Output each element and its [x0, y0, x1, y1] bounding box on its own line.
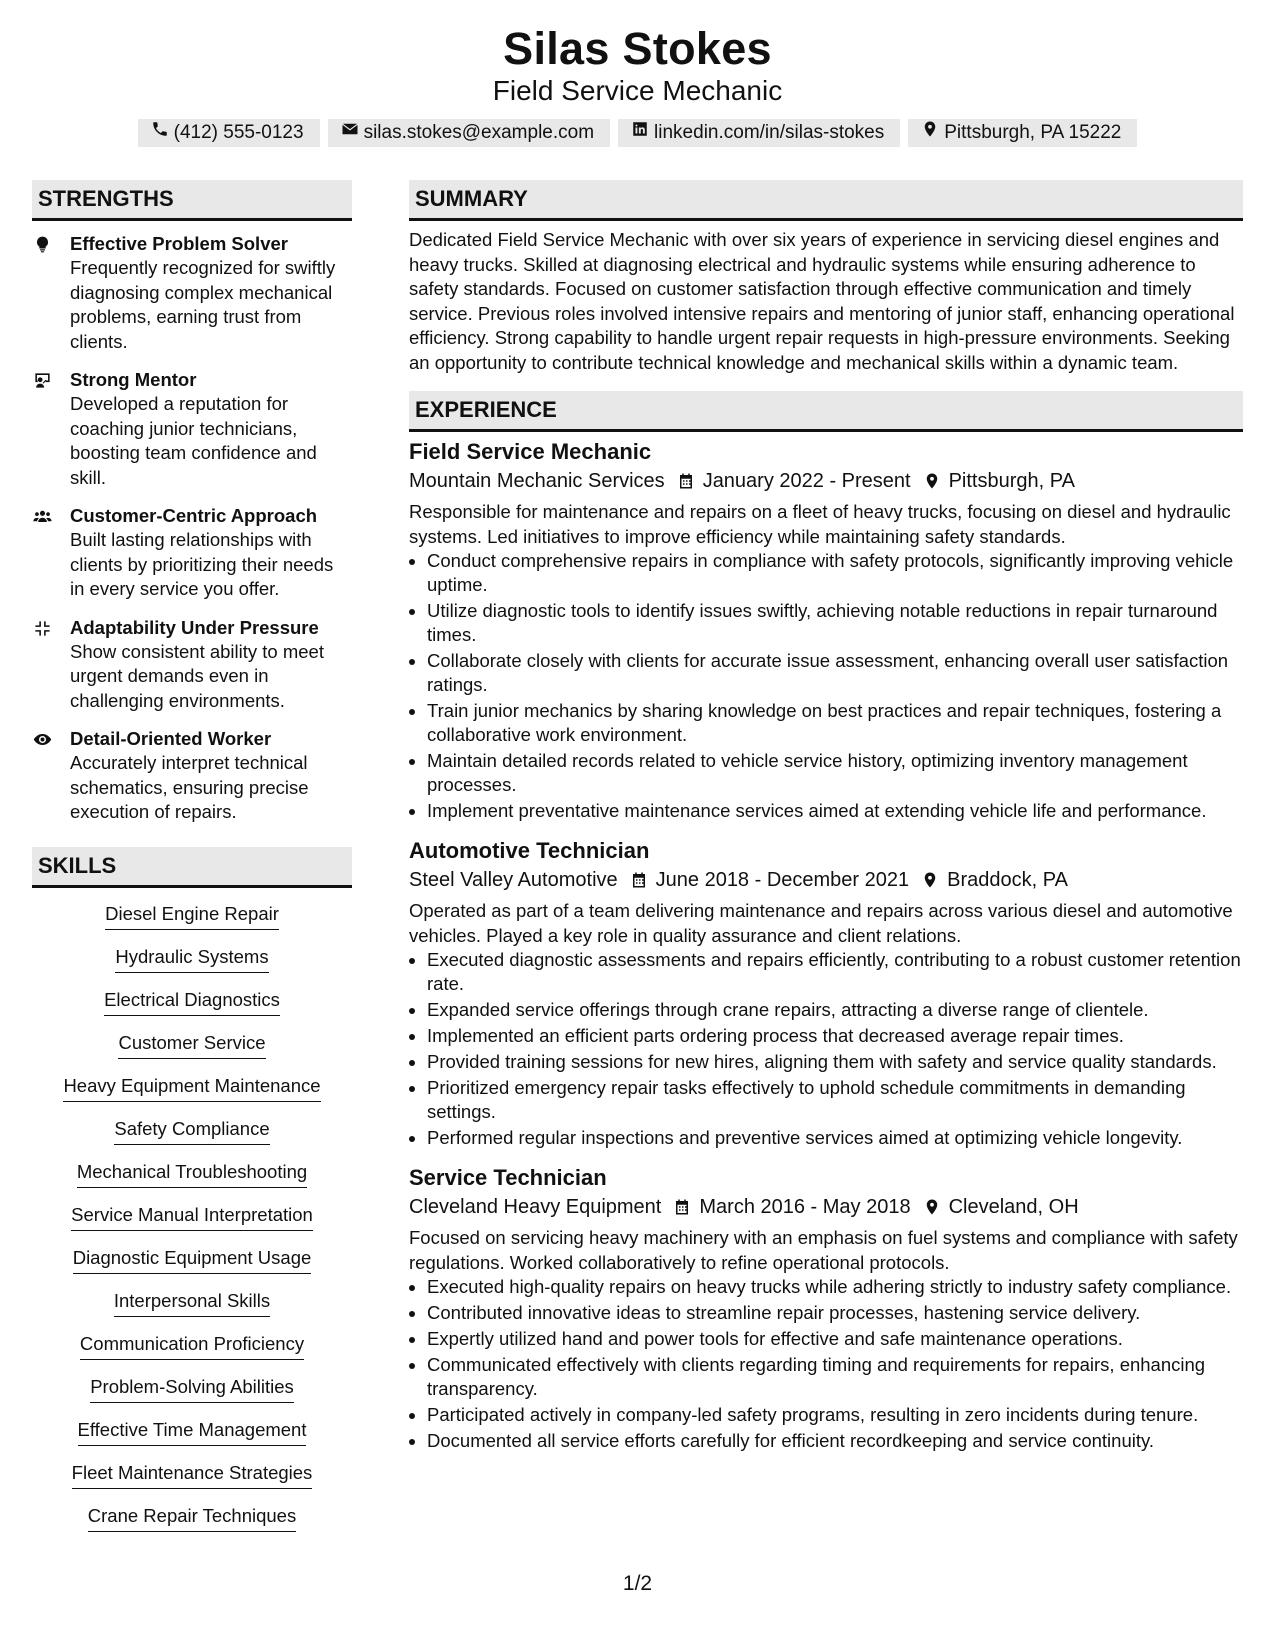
list-item: • Maintain detailed records related to vehicle service history, optimizing inventory management processes. [427, 749, 1243, 797]
skill-item: Hydraulic Systems [115, 945, 268, 973]
skills-heading: SKILLS [32, 847, 352, 888]
page-number: 1/2 [622, 1572, 653, 1595]
job-entry [409, 1164, 1243, 1453]
contact-email-text: silas.stokes@example.com [363, 122, 595, 143]
strength-item [32, 232, 352, 354]
job-meta [409, 1192, 1243, 1222]
job-location: Pittsburgh, PA [948, 470, 1075, 492]
job-dates: January 2022 - Present [702, 470, 911, 492]
skill-item: Diagnostic Equipment Usage [73, 1246, 312, 1274]
list-item: • Provided training sessions for new hires, aligning them with safety and service quality standards. [427, 1050, 1243, 1074]
list-item: • Train junior mechanics by sharing knowledge on best practices and repair techniques, fostering a collaborative work environment. [427, 699, 1243, 747]
summary-text: Dedicated Field Service Mechanic with over six years of experience in servicing diesel engines and heavy trucks. Skilled at diagnosing electrical and hydraulic systems while ensuring adherence to safety standards. Focused on customer satisfaction through effective communication and timely service. Previous roles involved intensive repairs and mentoring of junior staff, enhancing operational efficiency. Strong capability to handle urgent repair requests in high-pressure environments. Seeking an opportunity to contribute technical knowledge and mechanical skills within a dynamic team. [409, 229, 1235, 373]
job-description: Operated as part of a team delivering maintenance and repairs across various diesel and automotive vehicles. Played a key role in quality assurance and client relations. [409, 900, 1233, 946]
list-item: • Executed high-quality repairs on heavy trucks while adhering strictly to industry safety compliance. [427, 1275, 1243, 1299]
job-entry [409, 837, 1243, 1150]
skills-list [32, 902, 352, 1547]
strength-item [32, 727, 352, 825]
skill-item: Interpersonal Skills [114, 1289, 270, 1317]
job-bullets [409, 549, 1243, 823]
job-dates: June 2018 - December 2021 [655, 869, 910, 891]
job-entry [409, 438, 1243, 823]
strengths-list [32, 232, 352, 825]
skills-section [32, 847, 352, 1547]
skill-item: Safety Compliance [114, 1117, 269, 1145]
job-bullets [409, 1275, 1243, 1453]
candidate-role: Field Service Mechanic [492, 75, 783, 106]
skill-item: Mechanical Troubleshooting [77, 1160, 307, 1188]
strength-item [32, 616, 352, 714]
contact-phone[interactable] [138, 119, 320, 147]
map-marker-icon [921, 119, 939, 147]
left-column [32, 180, 352, 1547]
job-description: Focused on servicing heavy machinery with an emphasis on fuel systems and compliance with safety regulations. Worked collaboratively to refine operational protocols. [409, 1227, 1238, 1273]
calendar-icon [630, 871, 648, 889]
strength-desc: Accurately interpret technical schematics, ensuring precise execution of repairs. [70, 752, 309, 822]
skill-item: Electrical Diagnostics [104, 988, 280, 1016]
strength-title: Effective Problem Solver [70, 233, 288, 254]
job-description: Responsible for maintenance and repairs on a fleet of heavy trucks, focusing on diesel and hydraulic systems. Led initiatives to improve efficiency while maintaining safety standards. [409, 501, 1231, 547]
contact-phone-text: (412) 555-0123 [173, 122, 304, 143]
list-item: • Implement preventative maintenance services aimed at extending vehicle life and performance. [427, 799, 1243, 823]
experience-heading: EXPERIENCE [409, 391, 1243, 432]
list-item: • Performed regular inspections and preventive services aimed at optimizing vehicle longevity. [427, 1126, 1243, 1150]
job-location: Cleveland, OH [948, 1196, 1079, 1218]
skill-item: Heavy Equipment Maintenance [63, 1074, 320, 1102]
strength-desc: Built lasting relationships with clients by prioritizing their needs in every service you offer. [70, 529, 334, 599]
skill-item: Crane Repair Techniques [88, 1504, 296, 1532]
list-item: • Contributed innovative ideas to streamline repair processes, hastening service delivery. [427, 1301, 1243, 1325]
compress-icon [32, 616, 70, 714]
contact-linkedin[interactable] [618, 119, 900, 147]
list-item: • Expanded service offerings through crane repairs, attracting a diverse range of clientele. [427, 998, 1243, 1022]
job-title: Automotive Technician [409, 838, 650, 863]
linkedin-icon [631, 119, 649, 147]
calendar-icon [673, 1198, 691, 1216]
contact-bar [0, 119, 1275, 147]
list-item: • Utilize diagnostic tools to identify issues swiftly, achieving notable reductions in repair turnaround times. [427, 599, 1243, 647]
job-title: Field Service Mechanic [409, 439, 652, 464]
map-marker-icon [923, 472, 941, 490]
strength-title: Customer-Centric Approach [70, 505, 318, 526]
list-item: • Implemented an efficient parts ordering process that decreased average repair times. [427, 1024, 1243, 1048]
job-meta [409, 865, 1243, 895]
skill-item: Communication Proficiency [80, 1332, 304, 1360]
eye-icon [32, 727, 70, 825]
strengths-heading: STRENGTHS [32, 180, 352, 221]
contact-email[interactable] [328, 119, 610, 147]
teacher-icon [32, 368, 70, 490]
list-item: • Conduct comprehensive repairs in compliance with safety protocols, significantly improving vehicle uptime. [427, 549, 1243, 597]
job-company: Steel Valley Automotive [409, 869, 618, 891]
job-location: Braddock, PA [947, 869, 1068, 891]
skill-item: Service Manual Interpretation [71, 1203, 313, 1231]
job-dates: March 2016 - May 2018 [699, 1196, 911, 1218]
strength-item [32, 368, 352, 490]
phone-icon [151, 119, 169, 147]
list-item: • Communicated effectively with clients regarding timing and requirements for repairs, enhancing transparency. [427, 1353, 1243, 1401]
lightbulb-icon [32, 232, 70, 354]
contact-location-text: Pittsburgh, PA 15222 [944, 122, 1122, 143]
strength-desc: Developed a reputation for coaching junior technicians, boosting team confidence and skill. [70, 393, 317, 488]
skill-item: Problem-Solving Abilities [90, 1375, 294, 1403]
summary-heading: SUMMARY [409, 180, 1243, 221]
strength-title: Adaptability Under Pressure [70, 616, 319, 638]
right-column [409, 180, 1243, 1455]
skill-item: Effective Time Management [78, 1418, 307, 1446]
job-meta [409, 466, 1243, 496]
list-item: • Prioritized emergency repair tasks effectively to uphold schedule commitments in demanding settings. [427, 1076, 1243, 1124]
strength-item [32, 504, 352, 602]
list-item: • Participated actively in company-led safety programs, resulting in zero incidents during tenure. [427, 1403, 1243, 1427]
list-item: • Documented all service efforts carefully for efficient recordkeeping and service continuity. [427, 1429, 1243, 1453]
job-title: Service Technician [409, 1165, 607, 1190]
contact-location [908, 119, 1137, 147]
calendar-icon [677, 472, 695, 490]
job-bullets [409, 948, 1243, 1150]
skill-item: Customer Service [118, 1031, 265, 1059]
list-item: • Executed diagnostic assessments and repairs efficiently, contributing to a robust customer retention rate. [427, 948, 1243, 996]
candidate-name: Silas Stokes [503, 23, 772, 74]
resume-header [0, 0, 1275, 147]
strength-title: Strong Mentor [70, 369, 197, 390]
skill-item: Fleet Maintenance Strategies [72, 1461, 313, 1489]
envelope-icon [341, 119, 359, 147]
list-item: • Collaborate closely with clients for accurate issue assessment, enhancing overall user satisfaction ratings. [427, 649, 1243, 697]
job-company: Mountain Mechanic Services [409, 470, 665, 492]
map-marker-icon [921, 871, 939, 889]
job-company: Cleveland Heavy Equipment [409, 1196, 662, 1218]
strength-title: Detail-Oriented Worker [70, 728, 272, 749]
contact-linkedin-text: linkedin.com/in/silas-stokes [654, 122, 885, 143]
strength-desc: Frequently recognized for swiftly diagnosing complex mechanical problems, earning trust from clients. [70, 257, 336, 352]
list-item: • Expertly utilized hand and power tools for effective and safe maintenance operations. [427, 1327, 1243, 1351]
skill-item: Diesel Engine Repair [105, 902, 279, 930]
users-icon [32, 504, 70, 602]
map-marker-icon [923, 1198, 941, 1216]
strength-desc: Show consistent ability to meet urgent demands even in challenging environments. [70, 640, 324, 711]
